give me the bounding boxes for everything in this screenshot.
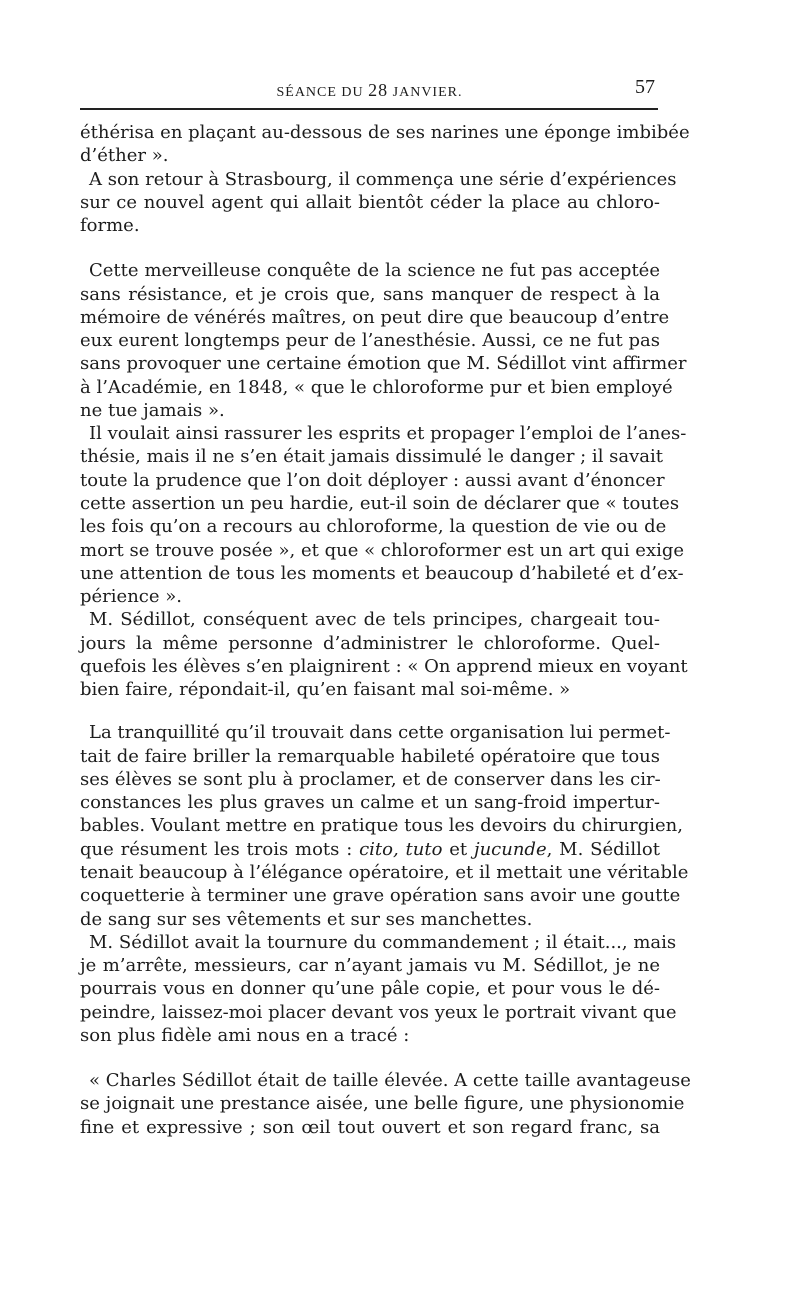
- text-line: ses élèves se sont plu à proclamer, et de conserver dans les cir-: [80, 768, 661, 790]
- italic-text-run: cito, tuto: [359, 838, 443, 860]
- text-line: eux eurent longtemps peur de l’anesthésie. Aussi, ce ne fut pas: [80, 330, 660, 352]
- text-line: son plus fidèle ami nous en a tracé :: [80, 1024, 410, 1046]
- text-line: pourrais vous en donner qu’une pâle copie, et pour vous le dé-: [80, 978, 660, 1000]
- text-line: M. Sédillot, conséquent avec de tels principes, chargeait tou-: [89, 609, 660, 631]
- text-run: que résument les trois mots :: [80, 838, 360, 860]
- text-line: tenait beaucoup à l’élégance opératoire, et il mettait une véritable: [80, 861, 689, 883]
- text-line: coquetterie à terminer une grave opération sans avoir une goutte: [80, 885, 681, 907]
- text-line: sur ce nouvel agent qui allait bientôt céder la place au chloro-: [80, 191, 660, 213]
- text-line: à l’Académie, en 1848, « que le chloroforme pur et bien employé: [80, 376, 673, 398]
- text-line: M. Sédillot avait la tournure du commandement ; il était..., mais: [89, 931, 677, 953]
- text-line: de sang sur ses vêtements et sur ses manchettes.: [80, 908, 533, 930]
- text-line: constances les plus graves un calme et un sang-froid impertur-: [80, 792, 660, 814]
- text-line: La tranquillité qu’il trouvait dans cette organisation lui permet-: [89, 722, 671, 744]
- text-line: se joignait une prestance aisée, une belle figure, une physionomie: [80, 1093, 685, 1115]
- text-line: jours la même personne d’administrer le chloroforme. Quel-: [80, 632, 660, 654]
- running-title-part-2: JANVIER.: [388, 85, 463, 100]
- text-run: et: [442, 838, 474, 860]
- text-line: Il voulait ainsi rassurer les esprits et propager l’emploi de l’anes-: [89, 423, 687, 445]
- text-line: ne tue jamais ».: [80, 399, 225, 421]
- text-line: peindre, laissez-moi placer devant vos yeux le portrait vivant que: [80, 1001, 677, 1023]
- text-line: les fois qu’on a recours au chloroforme, la question de vie ou de: [80, 516, 667, 538]
- text-line: thésie, mais il ne s’en était jamais dissimulé le danger ; il savait: [80, 446, 664, 468]
- paragraph-gap: [80, 1047, 660, 1069]
- text-line: mort se trouve posée », et que « chloroformer est un art qui exige: [80, 539, 685, 561]
- text-line: périence ».: [80, 586, 182, 608]
- text-line: A son retour à Strasbourg, il commença une série d’expériences: [89, 168, 677, 190]
- text-line: forme.: [80, 215, 140, 237]
- paragraph-gap: [80, 701, 660, 721]
- text-line: bien faire, répondait-il, qu’en faisant mal soi-même. »: [80, 679, 571, 701]
- text-line: fine et expressive ; son œil tout ouvert et son regard franc, sa: [80, 1116, 660, 1138]
- text-line: tait de faire briller la remarquable habileté opératoire que tous: [80, 745, 660, 767]
- text-line-with-italics: [80, 838, 660, 861]
- text-line: mémoire de vénérés maîtres, on peut dire que beaucoup d’entre: [80, 306, 670, 328]
- running-title-date-number: 28: [368, 80, 389, 100]
- text-line: éthérisa en plaçant au-dessous de ses narines une éponge imbibée: [80, 122, 690, 143]
- page-number: 57: [635, 76, 655, 98]
- text-line: toute la prudence que l’on doit déployer : aussi avant d’énoncer: [80, 469, 665, 491]
- italic-text-run: jucunde: [473, 838, 547, 860]
- body-text: [80, 121, 691, 1139]
- text-line: d’éther ».: [80, 145, 169, 167]
- paragraph-gap: [80, 237, 660, 259]
- text-line: je m’arrête, messieurs, car n’ayant jamais vu M. Sédillot, je ne: [80, 955, 660, 977]
- text-line: quefois les élèves s’en plaignirent : « On apprend mieux en voyant: [80, 655, 688, 677]
- text-line: Cette merveilleuse conquête de la science ne fut pas acceptée: [89, 260, 660, 282]
- running-title-part-1: SÉANCE DU: [276, 85, 369, 100]
- text-line: cette assertion un peu hardie, eut-il soin de déclarer que « toutes: [80, 492, 680, 514]
- text-line: une attention de tous les moments et beaucoup d’habileté et d’ex-: [80, 562, 684, 584]
- text-line: bables. Voulant mettre en pratique tous les devoirs du chirurgien,: [80, 815, 683, 837]
- header-rule: [80, 108, 658, 110]
- text-line: sans provoquer une certaine émotion que M. Sédillot vint affirmer: [80, 353, 687, 375]
- text-line: sans résistance, et je crois que, sans manquer de respect à la: [80, 283, 660, 305]
- running-title: [82, 80, 657, 101]
- text-run: , M. Sédillot: [546, 838, 660, 860]
- text-line: « Charles Sédillot était de taille élevée. A cette taille avantageuse: [89, 1070, 691, 1092]
- running-head: [82, 76, 657, 102]
